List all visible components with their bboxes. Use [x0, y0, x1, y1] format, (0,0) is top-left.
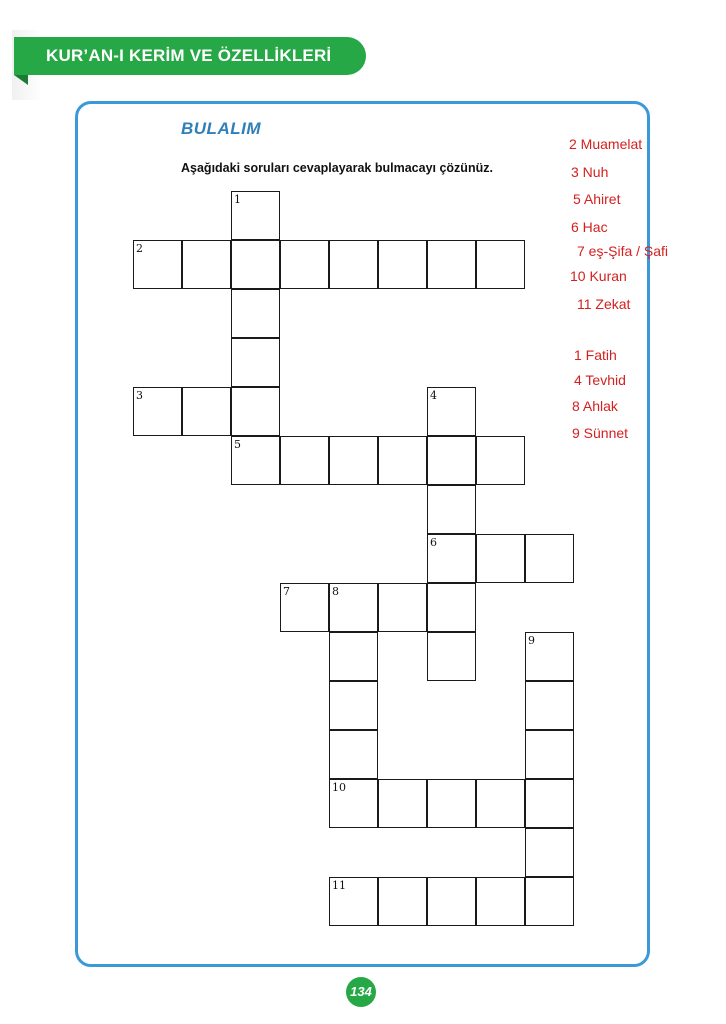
answer-down-1: 1 Fatih — [574, 347, 617, 363]
crossword-cell[interactable] — [280, 240, 329, 289]
clue-number: 9 — [528, 634, 535, 647]
crossword-cell[interactable] — [427, 632, 476, 681]
crossword-cell[interactable] — [476, 534, 525, 583]
clue-number: 1 — [234, 193, 241, 206]
clue-number: 11 — [332, 879, 346, 892]
page-number-badge: 134 — [346, 977, 376, 1007]
crossword-cell[interactable] — [525, 730, 574, 779]
crossword-cell[interactable] — [427, 387, 476, 436]
crossword-cell[interactable] — [329, 240, 378, 289]
crossword-cell[interactable] — [378, 240, 427, 289]
crossword-cell[interactable] — [427, 877, 476, 926]
clue-number: 4 — [430, 389, 437, 402]
instruction-text: Aşağıdaki soruları cevaplayarak bulmacayı çözünüz. — [181, 161, 493, 175]
clue-number: 8 — [332, 585, 339, 598]
chapter-banner: KUR’AN-I KERİM VE ÖZELLİKLERİ — [14, 37, 366, 75]
crossword-cell[interactable] — [525, 534, 574, 583]
crossword-cell[interactable] — [427, 485, 476, 534]
clue-number: 10 — [332, 781, 346, 794]
clue-number: 5 — [234, 438, 241, 451]
clue-number: 7 — [283, 585, 290, 598]
crossword-cell[interactable] — [329, 730, 378, 779]
clue-number: 2 — [136, 242, 143, 255]
crossword-cell[interactable] — [133, 387, 182, 436]
answer-across-10: 10 Kuran — [570, 268, 627, 284]
clue-number: 6 — [430, 536, 437, 549]
crossword-cell[interactable] — [427, 779, 476, 828]
crossword-cell[interactable] — [427, 436, 476, 485]
crossword-cell[interactable] — [378, 877, 427, 926]
crossword-cell[interactable] — [182, 240, 231, 289]
crossword-cell[interactable] — [280, 436, 329, 485]
crossword-cell[interactable] — [133, 240, 182, 289]
crossword-cell[interactable] — [378, 779, 427, 828]
answer-across-11: 11 Zekat — [577, 296, 631, 312]
answer-across-5: 5 Ahiret — [573, 191, 621, 207]
answer-across-6: 6 Hac — [571, 219, 608, 235]
answer-across-2: 2 Muamelat — [569, 136, 643, 152]
clue-number: 3 — [136, 389, 143, 402]
crossword-cell[interactable] — [427, 583, 476, 632]
crossword-cell[interactable] — [427, 240, 476, 289]
crossword-cell[interactable] — [476, 877, 525, 926]
crossword-cell[interactable] — [231, 387, 280, 436]
crossword-cell[interactable] — [280, 583, 329, 632]
answer-down-4: 4 Tevhid — [574, 372, 626, 388]
answer-down-8: 8 Ahlak — [572, 398, 618, 414]
crossword-cell[interactable] — [476, 240, 525, 289]
crossword-cell[interactable] — [231, 436, 280, 485]
section-title: BULALIM — [181, 119, 261, 138]
answer-across-7: 7 eş-Şifa / Şafi — [577, 243, 669, 259]
crossword-cell[interactable] — [525, 877, 574, 926]
crossword-cell[interactable] — [231, 289, 280, 338]
crossword-cell[interactable] — [525, 632, 574, 681]
answer-across-3: 3 Nuh — [571, 164, 609, 180]
crossword-cell[interactable] — [329, 877, 378, 926]
answer-down-9: 9 Sünnet — [572, 425, 629, 441]
crossword-cell[interactable] — [231, 240, 280, 289]
crossword-cell[interactable] — [231, 191, 280, 240]
crossword-cell[interactable] — [182, 387, 231, 436]
crossword-cell[interactable] — [427, 534, 476, 583]
crossword-cell[interactable] — [231, 338, 280, 387]
crossword-cell[interactable] — [476, 436, 525, 485]
banner-fold — [14, 75, 28, 85]
crossword-cell[interactable] — [329, 436, 378, 485]
crossword-cell[interactable] — [329, 583, 378, 632]
crossword-cell[interactable] — [329, 681, 378, 730]
crossword-cell[interactable] — [476, 779, 525, 828]
crossword-cell[interactable] — [378, 436, 427, 485]
crossword-cell[interactable] — [525, 828, 574, 877]
crossword-cell[interactable] — [329, 779, 378, 828]
crossword-cell[interactable] — [525, 779, 574, 828]
crossword-cell[interactable] — [329, 632, 378, 681]
crossword-cell[interactable] — [378, 583, 427, 632]
crossword-cell[interactable] — [525, 681, 574, 730]
